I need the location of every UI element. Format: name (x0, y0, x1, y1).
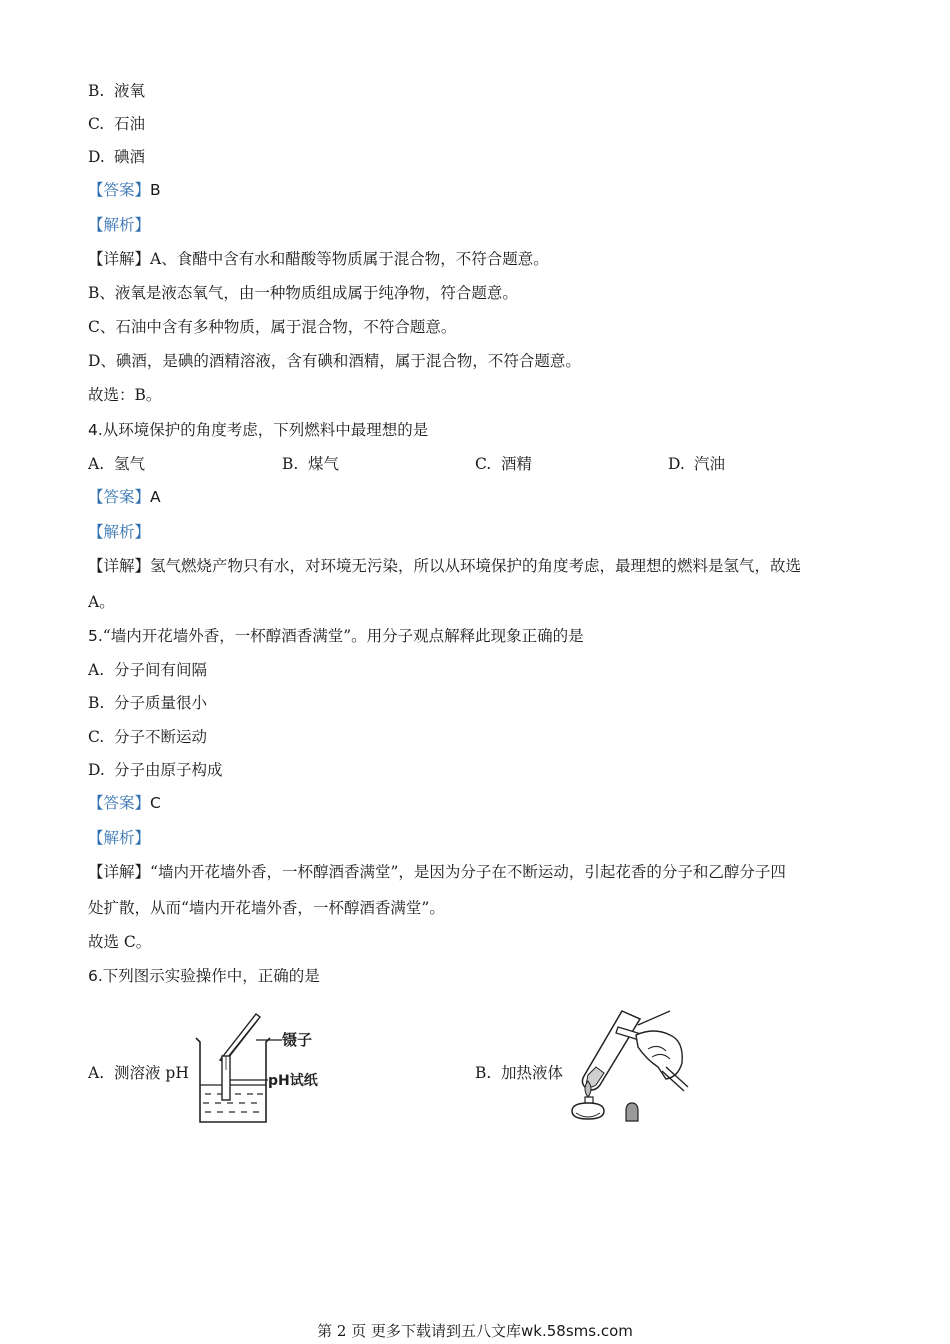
question-stem: 6.下列图示实验操作中，正确的是 (88, 967, 320, 985)
option-c: C. 酒精 (475, 455, 533, 473)
detail-line: 【详解】“墙内开花墙外香，一杯醇酒香满堂”，是因为分子在不断运动，引起花香的分子和乙醇分子四 (88, 863, 786, 881)
footer-link[interactable]: wk.58sms.com (521, 1322, 633, 1340)
tweezers-label: 镊子 (282, 1031, 313, 1049)
heating-liquid-figure (566, 1005, 696, 1125)
ph-paper-label: pH试纸 (268, 1073, 318, 1089)
detail-line: A。 (88, 593, 115, 611)
option-d: D. 碘酒 (88, 148, 146, 166)
option-a: A. 分子间有间隔 (88, 661, 208, 679)
detail-line: D、碘酒，是碘的酒精溶液，含有碘和酒精，属于混合物，不符合题意。 (88, 352, 581, 370)
question-stem: 5.“墙内开花墙外香，一杯醇酒香满堂”。用分子观点解释此现象正确的是 (88, 627, 584, 645)
detail-line: C、石油中含有多种物质，属于混合物，不符合题意。 (88, 318, 457, 336)
answer-line: 【答案】C (88, 794, 161, 812)
detail-line: B、液氧是液态氧气，由一种物质组成属于纯净物，符合题意。 (88, 284, 518, 302)
option-a: A. 测溶液 pH (88, 1064, 189, 1082)
option-b: B. 液氧 (88, 82, 146, 100)
detail-line: 【详解】A、食醋中含有水和醋酸等物质属于混合物，不符合题意。 (88, 250, 549, 268)
page-footer (0, 1322, 950, 1340)
option-a: A. 氢气 (88, 455, 146, 473)
option-c: C. 分子不断运动 (88, 728, 208, 746)
option-d: D. 汽油 (668, 455, 726, 473)
conclusion-line: 故选：B。 (88, 386, 162, 404)
analysis-heading: 【解析】 (88, 829, 151, 847)
option-b: B. 加热液体 (475, 1064, 564, 1082)
detail-line: 【详解】氢气燃烧产物只有水，对环境无污染，所以从环境保护的角度考虑，最理想的燃料是氢气，故选 (88, 557, 802, 575)
answer-line: 【答案】B (88, 181, 161, 199)
page-number: 第 2 页 (317, 1322, 367, 1340)
conclusion-line: 故选 C。 (88, 933, 152, 951)
option-d: D. 分子由原子构成 (88, 761, 223, 779)
option-b: B. 煤气 (282, 455, 340, 473)
option-b: B. 分子质量很小 (88, 694, 208, 712)
footer-text: 更多下载请到五八文库 (371, 1322, 522, 1340)
question-stem: 4.从环境保护的角度考虑，下列燃料中最理想的是 (88, 421, 429, 439)
option-c: C. 石油 (88, 115, 146, 133)
analysis-heading: 【解析】 (88, 523, 151, 541)
ph-test-figure (190, 1010, 330, 1126)
detail-line: 处扩散，从而“墙内开花墙外香，一杯醇酒香满堂”。 (88, 899, 445, 917)
answer-line: 【答案】A (88, 488, 161, 506)
analysis-heading: 【解析】 (88, 216, 151, 234)
